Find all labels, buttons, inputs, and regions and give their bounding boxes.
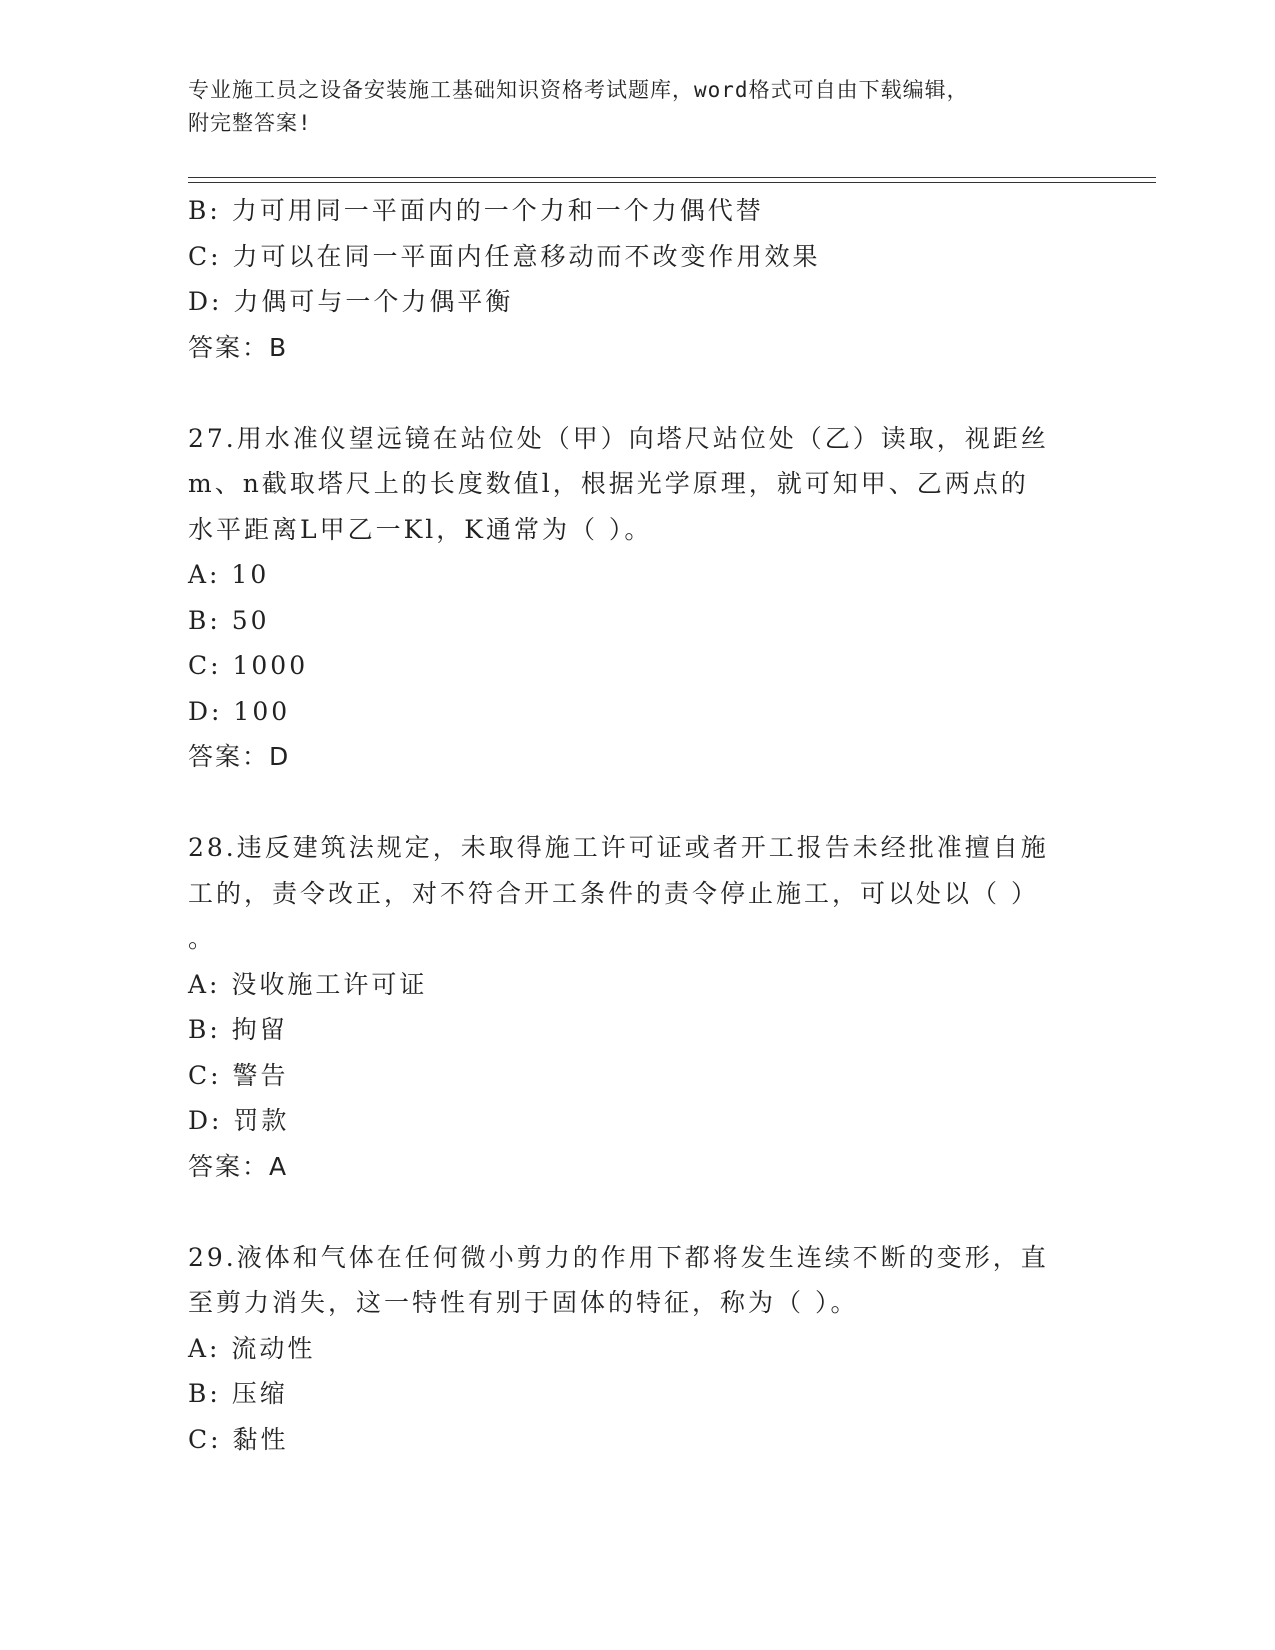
header-divider-top <box>188 177 1156 178</box>
question-stem-line: 。 <box>188 924 217 953</box>
option-b: B: 50 <box>188 605 270 635</box>
option-b: B: 力可用同一平面内的一个力和一个力偶代替 <box>188 196 764 225</box>
spacer <box>188 780 1088 826</box>
option-c: C: 力可以在同一平面内任意移动而不改变作用效果 <box>188 241 821 271</box>
option-c: C: 1000 <box>188 651 309 680</box>
option-b: B: 拘留 <box>188 1015 288 1044</box>
answer-line: 答案：B <box>188 332 289 362</box>
question-29 <box>188 1235 1088 1463</box>
question-content <box>188 188 1088 1462</box>
option-d: D: 罚款 <box>188 1106 290 1135</box>
answer-line: 答案：D <box>188 742 291 771</box>
spacer <box>188 1189 1088 1235</box>
header-title-line-1: 专业施工员之设备安装施工基础知识资格考试题库，word格式可自由下载编辑， <box>188 78 969 102</box>
answer-line: 答案：A <box>188 1151 289 1181</box>
option-b: B: 压缩 <box>188 1379 288 1408</box>
question-stem-line: 29.液体和气体在任何微小剪力的作用下都将发生连续不断的变形，直 <box>188 1242 1049 1272</box>
option-a: A: 流动性 <box>188 1333 316 1363</box>
option-c: C: 黏性 <box>188 1424 289 1454</box>
spacer <box>188 370 1088 416</box>
question-stem-line: 至剪力消失，这一特性有别于固体的特征，称为（ ）。 <box>188 1288 859 1317</box>
document-header <box>188 74 1068 140</box>
question-fragment <box>188 188 1088 370</box>
question-stem-line: 27.用水准仪望远镜在站位处（甲）向塔尺站位处（乙）读取，视距丝 <box>188 423 1049 453</box>
question-stem-line: m、n截取塔尺上的长度数值l，根据光学原理，就可知甲、乙两点的 <box>188 469 1029 498</box>
question-28 <box>188 825 1088 1189</box>
option-a: A: 没收施工许可证 <box>188 969 428 999</box>
option-a: A: 10 <box>188 560 270 589</box>
question-stem-line: 工的，责令改正，对不符合开工条件的责令停止施工，可以处以（ ） <box>188 878 1039 908</box>
header-divider-bottom <box>188 182 1156 183</box>
question-stem-line: 28.违反建筑法规定，未取得施工许可证或者开工报告未经批准擅自施 <box>188 833 1049 862</box>
question-stem-line: 水平距离L甲乙一Kl，K通常为（ ）。 <box>188 514 653 544</box>
question-27 <box>188 416 1088 780</box>
option-c: C: 警告 <box>188 1060 289 1090</box>
option-d: D: 力偶可与一个力偶平衡 <box>188 287 514 316</box>
option-d: D: 100 <box>188 696 291 726</box>
header-title-line-2: 附完整答案! <box>188 111 312 135</box>
